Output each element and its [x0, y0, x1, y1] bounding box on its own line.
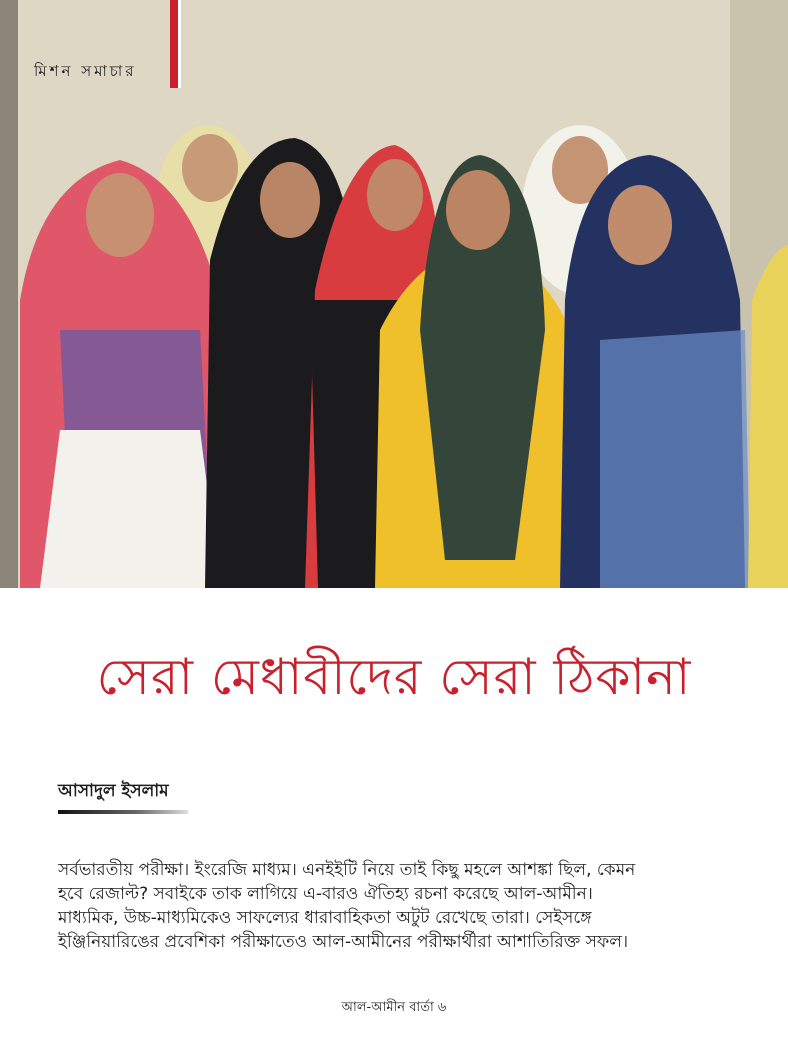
section-label: মিশন সমাচার	[34, 61, 137, 80]
page-number: ৬	[437, 1000, 447, 1015]
article-headline: সেরা মেধাবীদের সেরা ঠিকানা	[96, 648, 692, 706]
byline-underline	[58, 810, 188, 814]
body-line: মাধ্যমিক, উচ্চ-মাধ্যমিকেও সাফল্যের ধারাবাহিকতা অটুট রেখেছে তারা। সেইসঙ্গে	[58, 908, 592, 928]
article-body	[58, 858, 748, 954]
body-line: সর্বভারতীয় পরীক্ষা। ইংরেজি মাধ্যম। এনইইটি নিয়ে তাই কিছু মহলে আশঙ্কা ছিল, কেমন	[58, 860, 636, 880]
section-label-box	[32, 54, 147, 90]
section-accent-bar	[170, 0, 178, 88]
page-footer	[0, 998, 788, 1019]
article-author: আসাদুল ইসলাম	[58, 781, 169, 801]
publication-name: আল-আমীন বার্তা	[341, 1000, 434, 1015]
section-accent-gap	[178, 0, 181, 88]
body-line: ইঞ্জিনিয়ারিঙের প্রবেশিকা পরীক্ষাতেও আল-আমীনের পরীক্ষার্থীরা আশাতিরিক্ত সফল।	[58, 932, 629, 952]
body-line: হবে রেজাল্ট? সবাইকে তাক লাগিয়ে এ-বারও ঐতিহ্য রচনা করেছে আল-আমীন।	[58, 884, 593, 904]
